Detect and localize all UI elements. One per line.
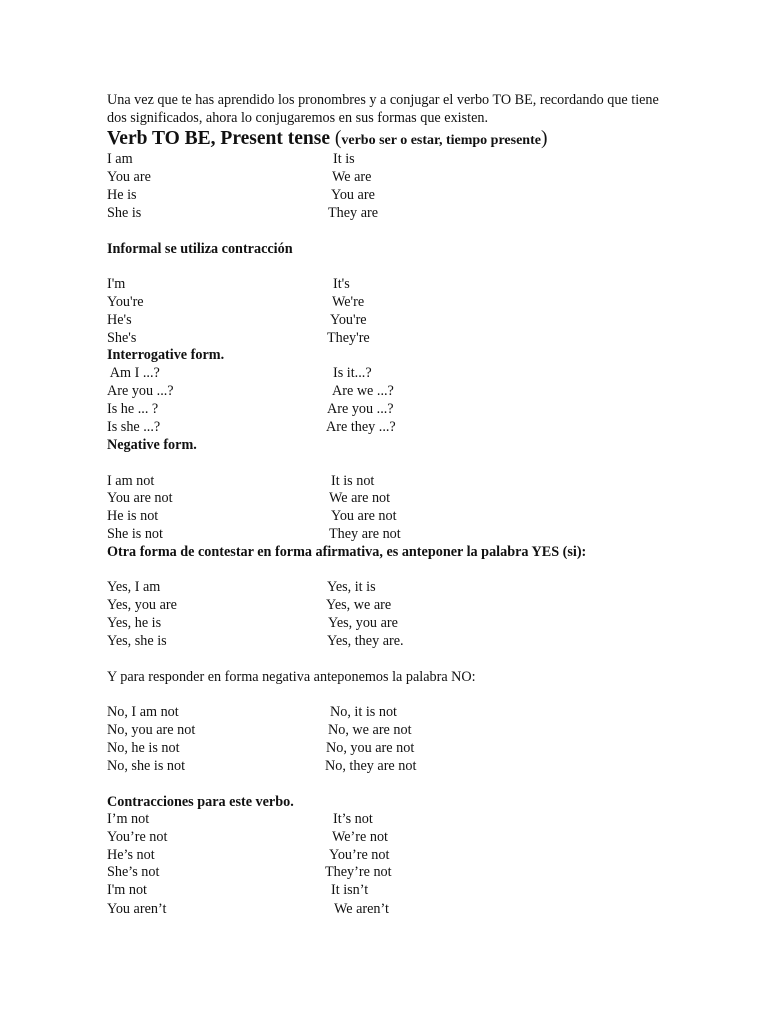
heading-main: Verb TO BE, Present tense (107, 128, 335, 149)
present-left-2: He is (107, 187, 137, 203)
contractions-title: Contracciones para este verbo. (107, 794, 294, 810)
no-right-3: No, they are not (325, 758, 417, 774)
no-left-2: No, he is not (107, 740, 180, 756)
interrogative-right-3: Are they ...? (326, 419, 396, 435)
contractions-right-3: They’re not (325, 864, 392, 880)
interrogative-title: Interrogative form. (107, 347, 225, 363)
contractions-left-0: I’m not (107, 811, 150, 827)
no-left-3: No, she is not (107, 758, 186, 774)
yes-right-3: Yes, they are. (327, 633, 404, 649)
interrogative-left-2: Is he ... ? (107, 401, 159, 417)
informal-left-3: She's (107, 330, 137, 346)
heading-close-paren: ) (540, 128, 548, 149)
negative-right-3: They are not (329, 526, 401, 542)
present-right-2: You are (331, 187, 375, 203)
no-intro: Y para responder en forma negativa anteponemos la palabra NO: (107, 669, 476, 685)
informal-right-3: They're (327, 330, 370, 346)
contractions-right-5: We aren’t (334, 901, 389, 917)
contractions-right-4: It isn’t (331, 882, 369, 898)
negative-left-1: You are not (107, 490, 173, 506)
yes-left-2: Yes, he is (107, 615, 162, 631)
negative-right-0: It is not (331, 473, 375, 489)
contractions-right-0: It’s not (333, 811, 373, 827)
contractions-left-4: I'm not (107, 882, 147, 898)
present-right-0: It is (333, 151, 355, 167)
yes-right-1: Yes, we are (326, 597, 392, 613)
negative-right-1: We are not (329, 490, 391, 506)
heading-open-paren: ( (334, 128, 342, 149)
no-right-0: No, it is not (330, 704, 398, 720)
negative-left-2: He is not (107, 508, 159, 524)
contractions-left-3: She’s not (107, 864, 160, 880)
present-right-1: We are (332, 169, 372, 185)
present-left-0: I am (107, 151, 133, 167)
present-right-3: They are (328, 205, 379, 221)
interrogative-left-0: Am I ...? (107, 365, 160, 381)
yes-right-2: Yes, you are (328, 615, 398, 631)
informal-right-2: You're (330, 312, 367, 328)
contractions-left-5: You aren’t (107, 901, 167, 917)
contractions-left-1: You’re not (107, 829, 168, 845)
no-right-2: No, you are not (326, 740, 415, 756)
informal-right-1: We're (332, 294, 365, 310)
contractions-right-2: You’re not (329, 847, 390, 863)
interrogative-right-0: Is it...? (333, 365, 372, 381)
contractions-left-2: He’s not (107, 847, 155, 863)
negative-right-2: You are not (331, 508, 397, 524)
informal-left-1: You're (107, 294, 144, 310)
heading-sub: verbo ser o estar, tiempo presente (341, 133, 541, 148)
interrogative-left-3: Is she ...? (107, 419, 161, 435)
yes-left-1: Yes, you are (107, 597, 177, 613)
informal-left-2: He's (107, 312, 132, 328)
yes-title: Otra forma de contestar en forma afirmativa, es anteponer la palabra YES (si): (107, 544, 587, 560)
interrogative-right-1: Are we ...? (332, 383, 394, 399)
no-left-0: No, I am not (107, 704, 179, 720)
negative-left-3: She is not (107, 526, 163, 542)
yes-right-0: Yes, it is (327, 579, 376, 595)
interrogative-left-1: Are you ...? (107, 383, 174, 399)
no-left-1: No, you are not (107, 722, 196, 738)
present-left-3: She is (107, 205, 142, 221)
no-right-1: No, we are not (328, 722, 412, 738)
section-heading-present (107, 128, 547, 150)
informal-right-0: It's (333, 276, 350, 292)
interrogative-right-2: Are you ...? (327, 401, 394, 417)
intro-paragraph: Una vez que te has aprendido los pronombres y a conjugar el verbo TO BE, recordando que tiene dos significados, ahora lo conjugaremos en sus formas que existen. (107, 92, 659, 126)
contractions-right-1: We’re not (332, 829, 388, 845)
yes-left-0: Yes, I am (107, 579, 161, 595)
yes-left-3: Yes, she is (107, 633, 167, 649)
negative-title: Negative form. (107, 437, 197, 453)
informal-left-0: I'm (107, 276, 126, 292)
present-left-1: You are (107, 169, 151, 185)
informal-title: Informal se utiliza contracción (107, 241, 293, 257)
negative-left-0: I am not (107, 473, 155, 489)
